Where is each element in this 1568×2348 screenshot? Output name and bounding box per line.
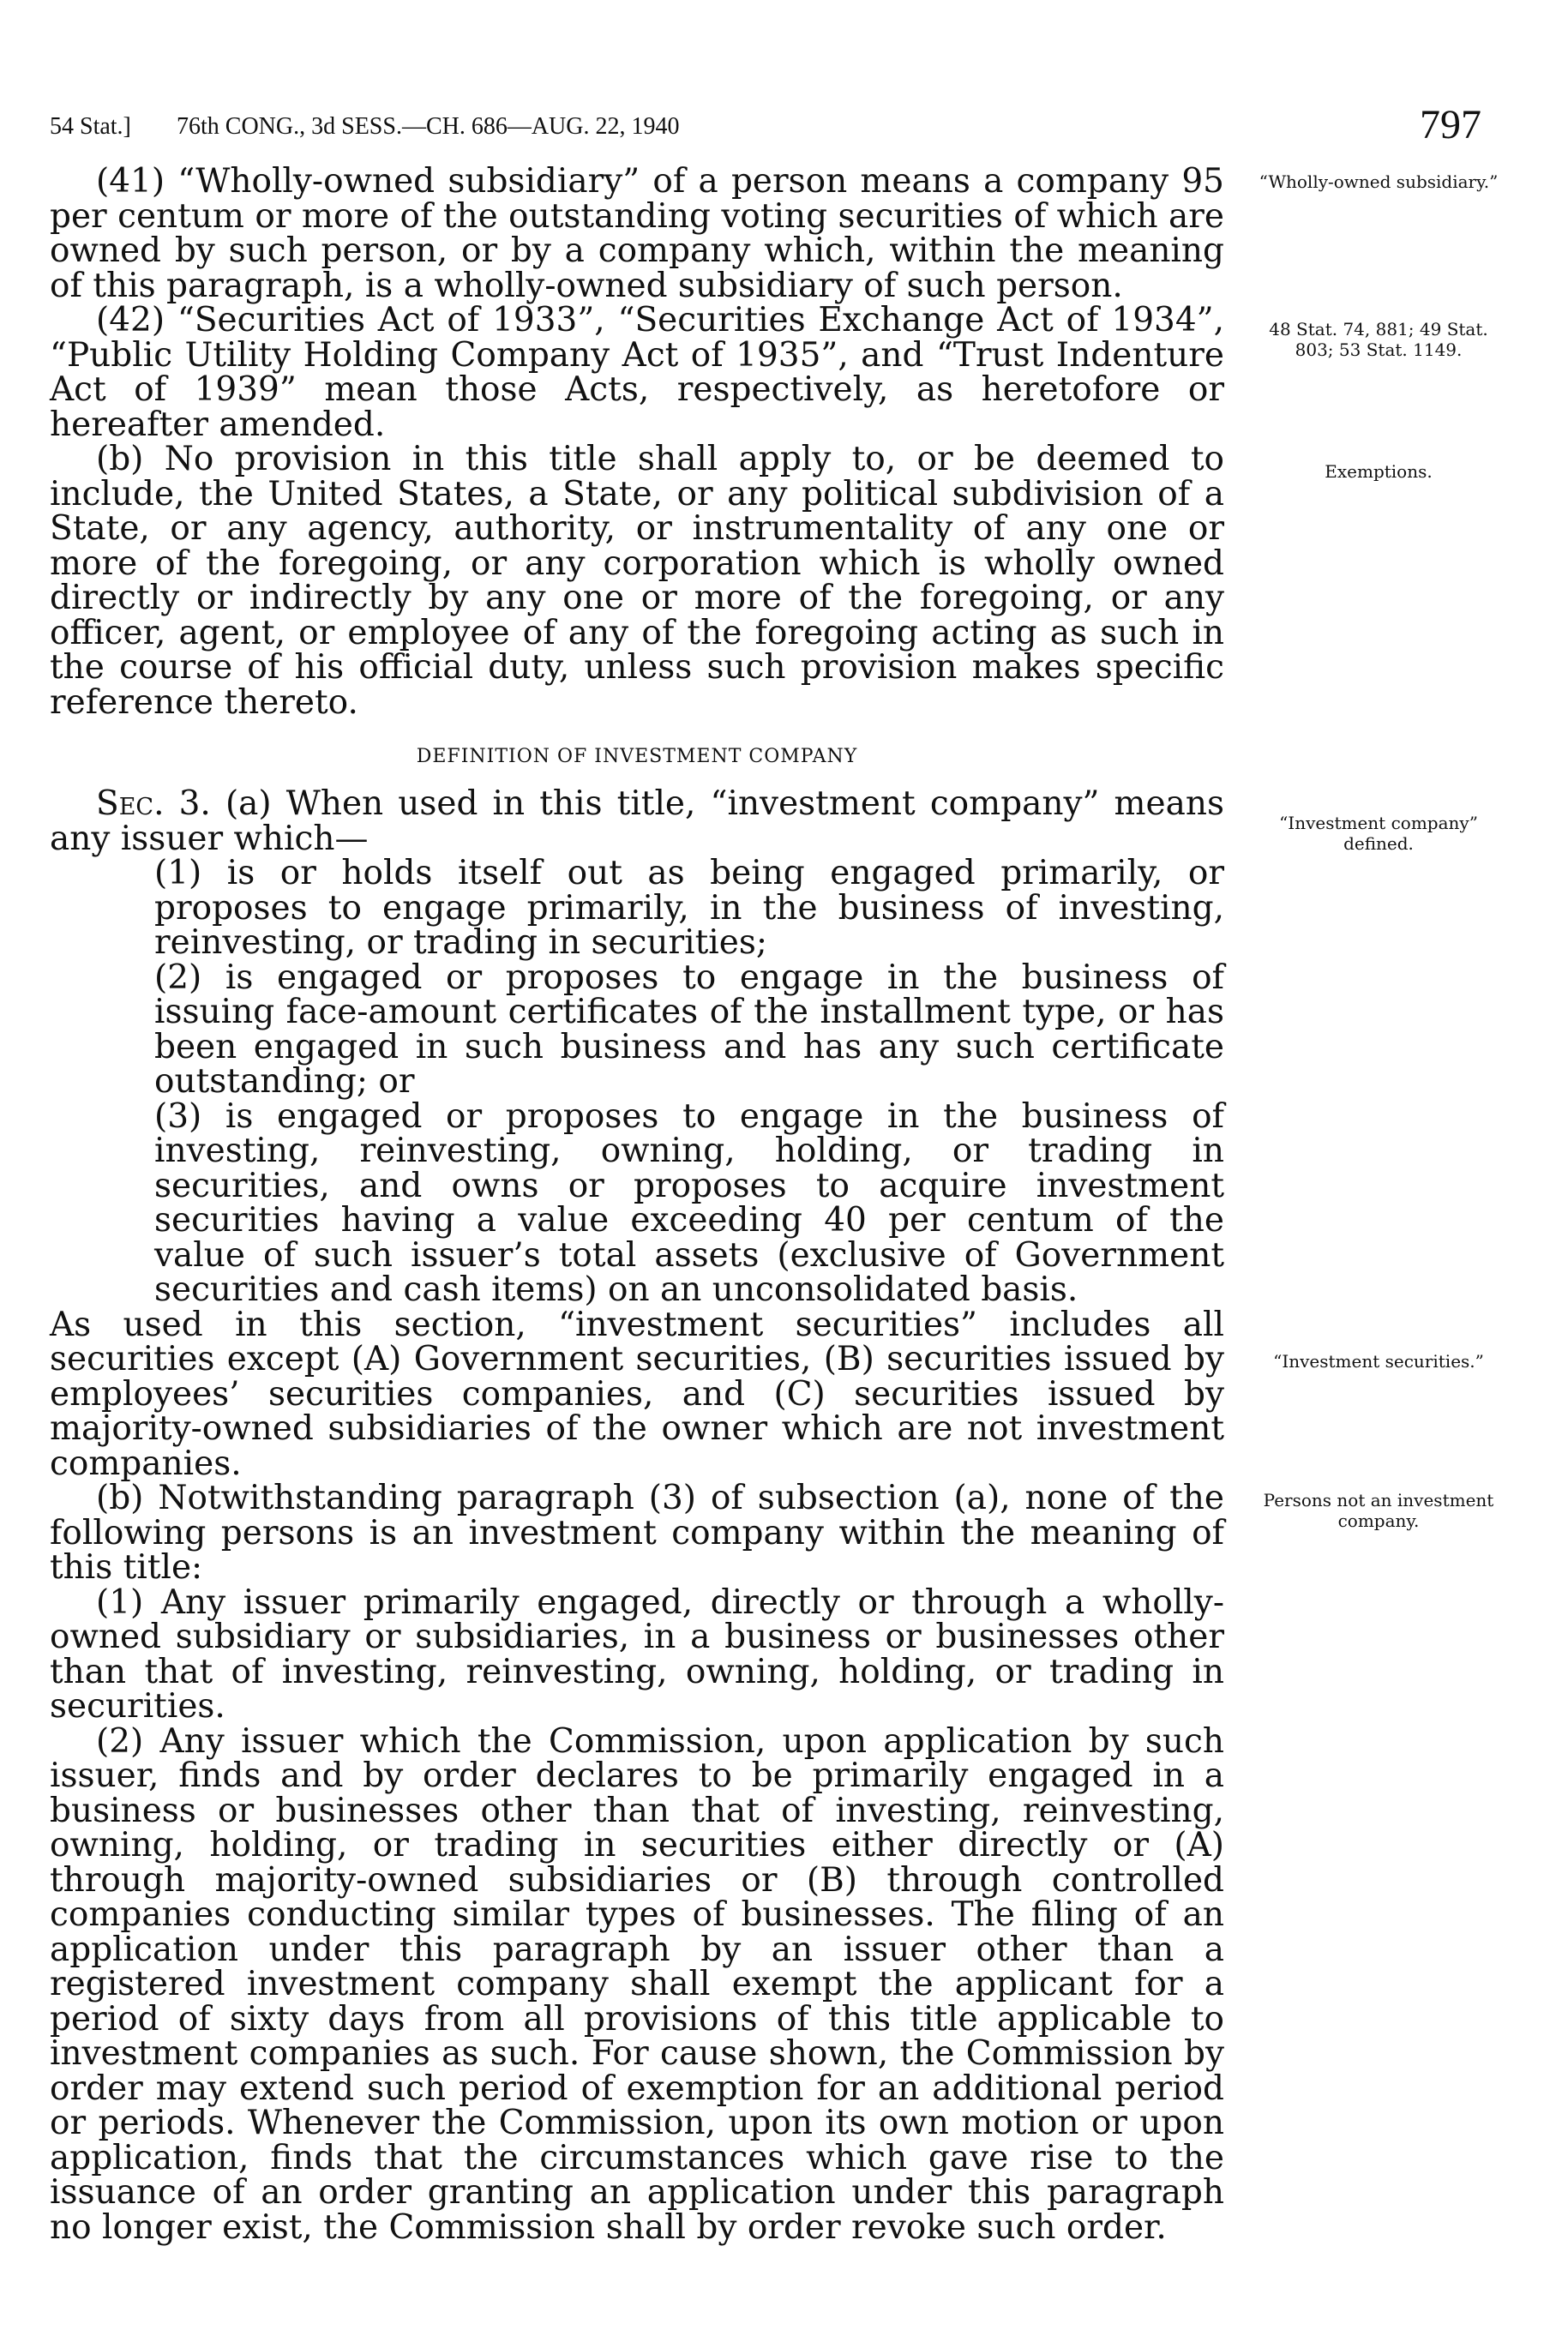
section-heading: DEFINITION OF INVESTMENT COMPANY bbox=[416, 746, 858, 767]
subsection-b-persons: (b) Notwithstanding paragraph (3) of subsection (a), none of the following persons is an investment company within the meaning of this title: bbox=[50, 1479, 1224, 1587]
paragraph-42: (42) “Securities Act of 1933”, “Securities Exchange Act of 1934”, “Public Utility Holding Company Act of 1935”, and “Trust Indenture Act of 1939” mean those Acts, respectively, as heretofore or hereafter amended. bbox=[50, 301, 1224, 444]
margin-note-wholly-owned: “Wholly-owned subsidiary.” bbox=[1259, 171, 1499, 192]
item-3: (3) is engaged or proposes to engage in the business of investing, reinvesting, owning, holding, or trading in securities, and owns or proposes to acquire investment securities having a value exceeding 40 per centum of the value of such issuer’s total assets (exclusive of Government securities and cash items) on an unconsolidated basis. bbox=[154, 1096, 1224, 1309]
investment-securities-paragraph: As used in this section, “investment securities” includes all securities except (A) Government securities, (B) securities issued by employees’ securities companies, and (C) securities issued by majority-owned subsidiaries of the owner which are not investment companies. bbox=[50, 1305, 1224, 1483]
margin-note-persons-not: Persons not an investment company. bbox=[1263, 1490, 1494, 1531]
section-3-text: (a) When used in this title, “investment company” means any issuer which— bbox=[50, 784, 1224, 858]
section-label: Sec. 3. bbox=[96, 784, 211, 823]
margin-note-citation: 48 Stat. 74, 881; 49 Stat. 803; 53 Stat. 1149. bbox=[1269, 319, 1488, 360]
margin-note-exemptions: Exemptions. bbox=[1325, 461, 1433, 482]
margin-note-investment-company: “Investment company” defined. bbox=[1279, 813, 1478, 854]
congress-session-line: 76th CONG., 3d SESS.—CH. 686—AUG. 22, 1940 bbox=[177, 113, 680, 140]
subsection-b-item-1: (1) Any issuer primarily engaged, directly or through a wholly-owned subsidiary or subsidiaries, in a business or businesses other than that of investing, reinvesting, owning, holding, or trading in securities. bbox=[50, 1582, 1224, 1726]
paragraph-41: (41) “Wholly-owned subsidiary” of a person means a company 95 per centum or more of the outstanding voting securities of which are owned by such person, or by a company which, within the meaning of this paragraph, is a wholly-owned subsidiary of such person. bbox=[50, 162, 1224, 305]
subsection-b-exemptions: (b) No provision in this title shall apply to, or be deemed to include, the United States, a State, or any political subdivision of a State, or any agency, authority, or instrumentality of any one or more of the foregoing, or any corporation which is wholly owned directly or indirectly by any one or more of the foregoing, or any officer, agent, or employee of any of the foregoing acting as such in the course of his official duty, unless such provision makes specific reference thereto. bbox=[50, 440, 1224, 722]
stat-reference: 54 Stat.] bbox=[50, 113, 131, 140]
item-2: (2) is engaged or proposes to engage in the business of issuing face-amount certificates of the installment type, or has been engaged in such business and has any such certificate outstanding; or bbox=[154, 958, 1224, 1101]
page-number: 797 bbox=[1420, 102, 1481, 147]
section-3-intro bbox=[50, 784, 1224, 858]
subsection-b-item-2: (2) Any issuer which the Commission, upon application by such issuer, finds and by order declares to be primarily engaged in a business or businesses other than that of investing, reinvesting, owning, holding, or trading in securities either directly or (A) through majority-owned subsidiaries or (B) through controlled companies conducting similar types of businesses. The filing of an application under this paragraph by an issuer other than a registered investment company shall exempt the applicant for a period of sixty days from all provisions of this title applicable to investment companies as such. For cause shown, the Commission by order may extend such period of exemption for an additional period or periods. Whenever the Commission, upon its own motion or upon application, finds that the circumstances which gave rise to the issuance of an order granting an application under this paragraph no longer exist, the Commission shall by order revoke such order. bbox=[50, 1721, 1224, 2247]
item-1: (1) is or holds itself out as being engaged primarily, or proposes to engage primarily, in the business of investing, reinvesting, or trading in securities; bbox=[154, 854, 1224, 962]
statute-body bbox=[50, 162, 1224, 2247]
page-header bbox=[50, 101, 1481, 161]
margin-note-investment-securities: “Investment securities.” bbox=[1273, 1351, 1484, 1372]
